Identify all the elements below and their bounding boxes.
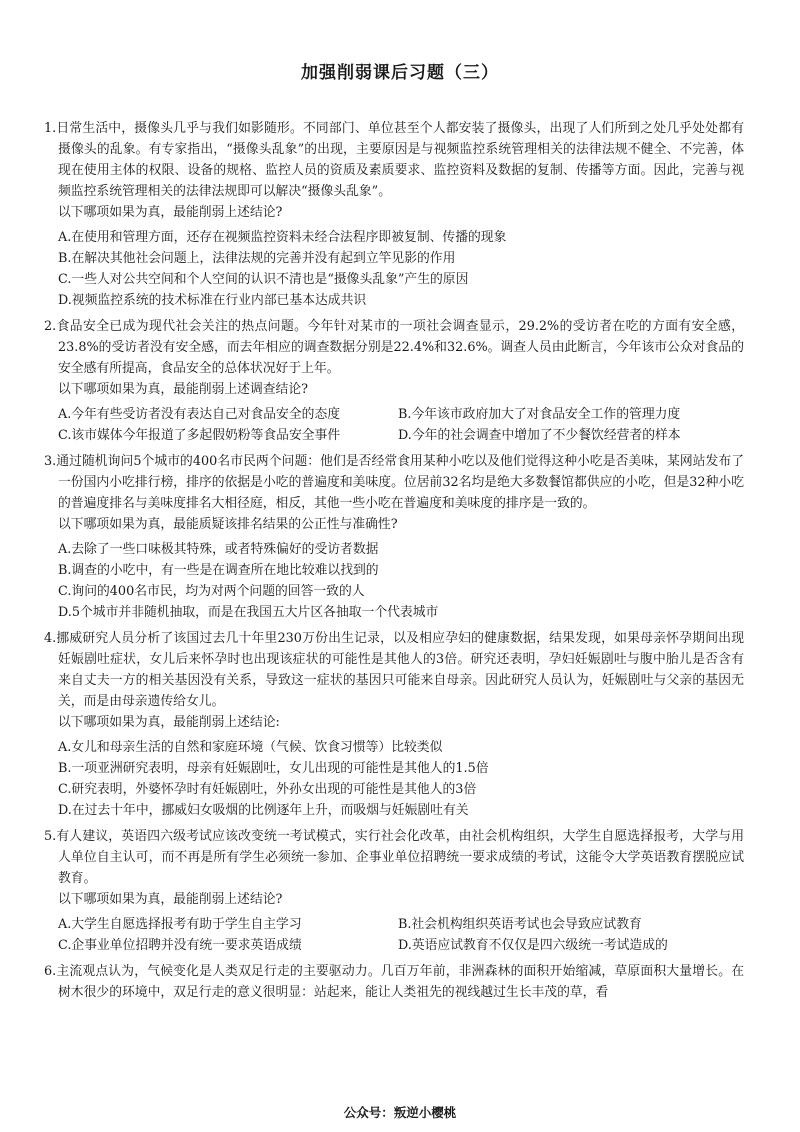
question-prompt: 以下哪项如果为真，最能质疑该排名结果的公正性与准确性? (58, 517, 398, 532)
question-3 (44, 451, 744, 623)
option-c: C.询问的400名市民，均为对两个问题的回答一致的人 (58, 584, 365, 599)
option-list (58, 539, 744, 623)
option-list (58, 914, 744, 956)
option-a: A.去除了一些口味极其特殊，或者特殊偏好的受访者数据 (58, 542, 379, 557)
option-c: C.一些人对公共空间和个人空间的认识不清也是“摄像头乱象”产生的原因 (58, 272, 469, 287)
question-2 (44, 316, 744, 446)
question-6 (44, 961, 744, 1003)
option-b: B.社会机构组织英语考试也会导致应试教育 (398, 917, 642, 932)
option-b: B.调查的小吃中，有一些是在调查所在地比较难以找到的 (58, 563, 379, 578)
option-a: A.在使用和管理方面，还存在视频监控资料未经合法程序即被复制、传播的现象 (58, 230, 507, 245)
question-prompt: 以下哪项如果为真，最能削弱上述调查结论? (58, 382, 309, 397)
option-b: B.一项亚洲研究表明，母亲有妊娠剧吐，女儿出现的可能性是其他人的1.5倍 (58, 761, 489, 776)
question-prompt: 以下哪项如果为真，最能削弱上述结论? (58, 205, 283, 220)
question-5 (44, 826, 744, 956)
question-list (44, 118, 744, 1008)
question-prompt: 以下哪项如果为真，最能削弱上述结论: (58, 715, 280, 730)
question-stem: 6.主流观点认为，气候变化是人类双足行走的主要驱动力。几百万年前，非洲森林的面积开始缩减，草原面积大量增长。在树木很少的环境中，双足行走的意义很明显：站起来，能让人类祖先的视线越过生长丰茂的草，看 (44, 964, 744, 1000)
option-c: C.研究表明，外婆怀孕时有妊娠剧吐，外孙女出现的可能性是其他人的3倍 (58, 782, 477, 797)
question-stem: 1.日常生活中，摄像头几乎与我们如影随形。不同部门、单位甚至个人都安装了摄像头，出现了人们所到之处几乎处处都有摄像头的乱象。有专家指出，“摄像头乱象”的出现，主要原因是与视频监控系统管理相关的法律法规不健全、不完善，体现在使用主体的权限、设备的规格、监控人员的资质及素质要求、监控资料及数据的复制、传播等方面。因此，完善与视频监控系统管理相关的法律法规即可以解决“摄像头乱象”。 (44, 121, 744, 199)
question-stem: 3.通过随机询问5个城市的400名市民两个问题：他们是否经常食用某种小吃以及他们觉得这种小吃是否美味，某网站发布了一份国内小吃排行榜，排序的依据是小吃的普遍度和美味度。位居前32名均是绝大多数餐馆都供应的小吃，但是32种小吃的普遍度排名与美味度排名大相径庭，相反，其他一些小吃在普遍度和美味度的排序是一致的。 (44, 454, 744, 511)
option-a: A.女儿和母亲生活的自然和家庭环境（气候、饮食习惯等）比较类似 (58, 740, 443, 755)
option-list (58, 227, 744, 311)
option-a: A.大学生自愿选择报考有助于学生自主学习 (58, 917, 302, 932)
option-list (58, 737, 744, 821)
option-d: D.英语应试教育不仅仅是四六级统一考试造成的 (398, 938, 668, 953)
question-prompt: 以下哪项如果为真，最能削弱上述结论? (58, 892, 283, 907)
option-b: B.在解决其他社会问题上，法律法规的完善并没有起到立竿见影的作用 (58, 251, 456, 266)
option-d: D.5个城市并非随机抽取，而是在我国五大片区各抽取一个代表城市 (58, 605, 439, 620)
option-d: D.今年的社会调查中增加了不少餐饮经营者的样本 (398, 428, 681, 443)
option-d: D.在过去十年中，挪威妇女吸烟的比例逐年上升，而吸烟与妊娠剧吐有关 (58, 803, 469, 818)
question-1 (44, 118, 744, 311)
question-stem: 4.挪威研究人员分析了该国过去几十年里230万份出生记录，以及相应孕妇的健康数据，结果发现，如果母亲怀孕期间出现妊娠剧吐症状，女儿后来怀孕时也出现该症状的可能性是其他人的3倍。研究还表明，孕妇妊娠剧吐与腹中胎儿是否含有来自丈夫一方的相关基因没有关系，导致这一症状的基因只可能来自母亲。因此研究人员认为，妊娠剧吐与父亲的基因无关，而是由母亲遗传给女儿。 (44, 631, 744, 709)
option-c: C.该市媒体今年报道了多起假奶粉等食品安全事件 (58, 428, 341, 443)
option-list (58, 404, 744, 446)
question-stem: 5.有人建议，英语四六级考试应该改变统一考试模式，实行社会化改革，由社会机构组织，大学生自愿选择报考，大学与用人单位自主认可，而不再是所有学生必须统一参加、企事业单位招聘统一要求成绩的考试，这能令大学英语教育摆脱应试教育。 (44, 829, 744, 886)
option-b: B.今年该市政府加大了对食品安全工作的管理力度 (398, 407, 681, 422)
page-title: 加强削弱课后习题（三） (301, 63, 499, 83)
question-4 (44, 628, 744, 821)
option-d: D.视频监控系统的技术标准在行业内部已基本达成共识 (58, 293, 367, 308)
option-c: C.企事业单位招聘并没有统一要求英语成绩 (58, 938, 302, 953)
option-a: A.今年有些受访者没有表达自己对食品安全的态度 (58, 407, 341, 422)
footer-account: 公众号：叛逆小樱桃 (343, 1105, 457, 1120)
question-stem: 2.食品安全已成为现代社会关注的热点问题。今年针对某市的一项社会调查显示，29.2%的受访者在吃的方面有安全感，23.8%的受访者没有安全感，而去年相应的调查数据分别是22.4%和32.6%。调查人员由此断言，今年该市公众对食品的安全感有所提高，食品安全的总体状况好于上年。 (44, 319, 744, 376)
